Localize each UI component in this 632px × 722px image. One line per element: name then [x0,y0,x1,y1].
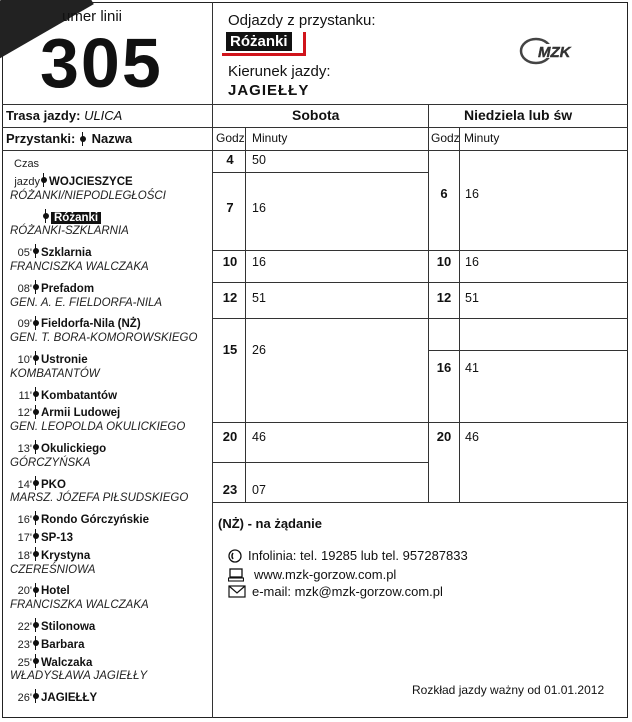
stop-name: Armii Ludowej [41,407,121,420]
route-street: FRANCISZKA WALCZAKA [10,261,149,273]
travel-time: 23' [17,638,32,651]
website-row [228,567,396,582]
stop-name: Hotel [41,585,70,598]
route-stop [10,475,66,493]
saturday-minutes: 46 [252,430,266,444]
stop-name: PKO [41,478,66,491]
stop-marker-icon [80,136,86,142]
stops-heading-label: Przystanki: [6,131,76,146]
saturday-hour: 7 [226,200,234,215]
stop-marker-icon [33,622,39,628]
travel-time: 20' [17,585,32,598]
travel-time: 13' [17,443,32,455]
direction-label: Kierunek jazdy: [228,63,331,80]
sunday-minutes: 16 [465,187,479,201]
stop-name: Fieldorfa-Nila (NŻ) [41,318,141,331]
saturday-minutes-label: Minuty [252,131,288,145]
sunday-hour: 12 [436,290,452,305]
travel-time: 10' [17,354,32,366]
route-stop [10,386,117,404]
grid-line [212,172,428,173]
mzk-logo [518,36,604,66]
travel-time: 16' [17,514,32,527]
saturday-hour: 20 [222,429,238,444]
sunday-minutes: 16 [465,255,479,269]
sunday-hour: 10 [436,254,452,269]
stop-name: Walczaka [41,656,93,669]
computer-icon [228,568,244,582]
logo-text: MZK [538,44,571,61]
line-number: 305 [40,24,163,102]
direction-name: JAGIEŁŁY [228,82,310,99]
stop-marker-icon [33,391,39,397]
email-row [228,584,443,599]
route-stop [10,510,149,528]
travel-time-label: Czas [14,158,40,170]
route-street: RÓŻANKI-SZKLARNIA [10,225,129,238]
stop-marker-icon [33,320,39,326]
saturday-hour-label: Godz [216,131,245,145]
grid-line [428,422,628,423]
stop-marker-icon [43,213,49,219]
grid-line [212,462,428,463]
saturday-title: Sobota [292,107,340,123]
travel-time: 17' [17,532,32,544]
validity-note: Rozkład jazdy ważny od 01.01.2012 [412,683,605,697]
route-street: GEN. T. BORA-KOMOROWSKIEGO [10,332,198,345]
phone-text: Infolinia: tel. 19285 lub tel. 957287833 [248,548,468,563]
stop-name: Ustronie [41,354,88,366]
stop-marker-icon [33,587,39,593]
route-stop [10,314,141,332]
saturday-minutes: 16 [252,255,266,269]
grid-line [212,250,428,251]
route-street: GEN. A. E. FIELDORFA-NILA [10,296,163,309]
on-demand-note: (NŻ) - na żądanie [218,516,323,531]
grid-line [212,282,428,283]
travel-time: 14' [17,478,32,491]
stop-marker-icon [33,640,39,646]
sunday-hour-label: Godz [431,131,460,145]
stop-marker-icon [33,533,39,539]
grid-line [428,282,628,283]
phone-icon [228,549,242,563]
stop-marker-icon [33,480,39,486]
route-heading-label: Trasa jazdy: [6,108,81,123]
route-street: GEN. LEOPOLDA OKULICKIEGO [10,421,186,434]
stops-heading-value: Nazwa [91,131,133,146]
departures-label: Odjazdy z przystanku: [228,12,376,29]
current-stop-badge [226,33,292,51]
route-stop [10,279,94,297]
route-heading [6,108,122,123]
saturday-hour: 4 [226,152,234,167]
stop-name: Różanki [51,212,101,224]
saturday-minutes: 51 [252,291,266,305]
route-street: FRANCISZKA WALCZAKA [10,599,149,612]
stops-heading [6,131,132,146]
travel-time: 12' [17,407,32,420]
stop-name: Barbara [41,638,85,651]
travel-time: 11' [18,389,32,402]
route-heading-value: ULICA [84,108,123,123]
stop-underline-vertical [303,32,306,56]
stop-marker-icon [33,248,39,254]
stop-marker-icon [33,409,39,415]
line-number-label: umer linii [62,8,123,25]
stop-name: Kombatantów [41,389,118,402]
travel-time: jazdy [14,176,40,188]
route-stop [10,581,70,599]
route-stop [10,635,84,653]
stop-marker-icon [33,444,39,450]
travel-time: 09' [17,318,32,331]
sunday-minutes: 51 [465,291,479,305]
route-current-stop [10,208,101,226]
stop-name: Rondo Górczyńskie [41,514,149,527]
stop-name: WOJCIESZYCE [49,176,133,188]
envelope-icon [228,585,246,598]
travel-time: 26' [17,692,32,705]
saturday-minutes: 16 [252,201,266,215]
route-stop [10,439,106,457]
phone-row [228,548,468,563]
saturday-hour: 12 [222,290,238,305]
route-stop [10,546,90,564]
stop-name: Krystyna [41,549,91,562]
line-number-box [0,0,212,104]
stop-marker-icon [33,515,39,521]
sunday-title: Niedziela lub św [464,107,573,123]
route-street: KOMBATANTÓW [10,367,100,380]
stop-marker-icon [33,355,39,361]
saturday-hour: 23 [222,482,238,497]
stop-marker-icon [41,177,47,183]
sunday-hour: 16 [436,360,452,375]
stop-name: SP-13 [41,532,73,544]
saturday-hour: 10 [222,254,238,269]
route-stop [10,172,133,190]
stop-underline [222,53,306,56]
route-stop [10,243,92,261]
stop-marker-icon [33,551,39,557]
saturday-minutes: 07 [252,483,266,497]
stop-name: Stilonowa [41,621,96,633]
saturday-minutes: 26 [252,343,266,357]
sunday-hour: 6 [440,186,448,201]
route-stop [10,653,92,671]
route-stop [10,528,73,546]
grid-line [428,318,628,319]
stop-marker-icon [33,693,39,699]
sunday-minutes: 41 [465,361,479,375]
current-stop-name: Różanki [226,32,292,51]
grid-line [212,422,428,423]
stop-name: Okulickiego [41,443,107,455]
travel-time: 22' [17,621,32,633]
sunday-hour: 20 [436,429,452,444]
sunday-minutes-label: Minuty [464,131,500,145]
website-text: www.mzk-gorzow.com.pl [254,567,397,582]
route-stop [10,350,88,368]
grid-line [428,250,628,251]
route-street: CZEREŚNIOWA [10,563,96,576]
grid-line [212,318,428,319]
route-street: RÓŻANKI/NIEPODLEGŁOŚCI [10,189,166,202]
travel-time: 05' [17,247,32,260]
saturday-minutes: 50 [252,153,266,167]
travel-time: 25' [17,656,32,669]
route-stop [10,617,95,635]
route-stop [10,688,97,706]
stop-name: Szklarnia [41,247,92,260]
route-street: GÓRCZYŃSKA [10,456,91,469]
travel-time: 08' [17,282,32,295]
travel-time: 18' [17,549,32,562]
sunday-minutes: 46 [465,430,479,444]
stop-marker-icon [33,658,39,664]
email-text: e-mail: mzk@mzk-gorzow.com.pl [252,584,443,599]
route-street: MARSZ. JÓZEFA PIŁSUDSKIEGO [10,492,189,505]
grid-line [428,350,628,351]
stop-marker-icon [33,284,39,290]
route-street: WŁADYSŁAWA JAGIEŁŁY [10,670,148,683]
stop-name: JAGIEŁŁY [41,692,98,705]
stop-name: Prefadom [41,282,95,295]
route-stop [10,403,120,421]
saturday-hour: 15 [222,342,238,357]
